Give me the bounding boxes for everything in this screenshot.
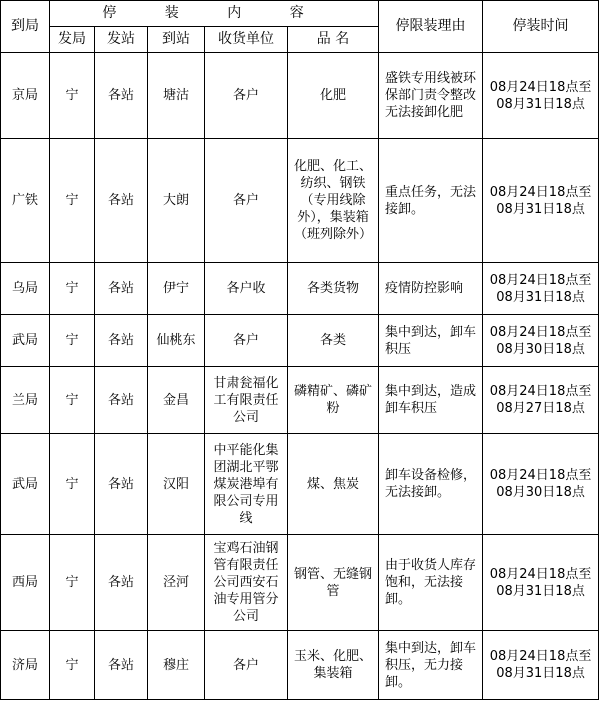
table-row xyxy=(1,434,599,535)
cell-from-station: 各站 xyxy=(95,434,148,535)
cell-from-bureau: 宁 xyxy=(50,535,95,631)
table-body xyxy=(1,53,599,700)
table-row xyxy=(1,263,599,315)
cell-from-bureau: 宁 xyxy=(50,53,95,139)
header-from-station: 发站 xyxy=(95,27,148,53)
cell-to-station: 仙桃东 xyxy=(148,315,205,367)
cell-consignee: 中平能化集团湖北平鄂煤炭港埠有限公司专用线 xyxy=(205,434,288,535)
cell-goods: 化肥、化工、纺织、钢铁（专用线除外），集装箱（班列除外） xyxy=(288,139,379,263)
header-content: 停 装 内 容 xyxy=(50,1,379,27)
cell-from-station: 各站 xyxy=(95,367,148,434)
header-goods: 品 名 xyxy=(288,27,379,53)
cell-reason: 集中到达，卸车积压 xyxy=(379,315,483,367)
cell-consignee: 甘肃瓮福化工有限责任公司 xyxy=(205,367,288,434)
cell-from-station: 各站 xyxy=(95,139,148,263)
cell-reason: 重点任务，无法接卸。 xyxy=(379,139,483,263)
cell-dest-bureau: 广铁 xyxy=(1,139,50,263)
cell-goods: 玉米、化肥、集装箱 xyxy=(288,631,379,700)
cell-time: 08月24日18点至08月31日18点 xyxy=(483,263,599,315)
cell-dest-bureau: 兰局 xyxy=(1,367,50,434)
cell-time: 08月24日18点至08月30日18点 xyxy=(483,434,599,535)
cell-from-bureau: 宁 xyxy=(50,315,95,367)
cell-to-station: 伊宁 xyxy=(148,263,205,315)
cell-reason: 集中到达，造成卸车积压 xyxy=(379,367,483,434)
cell-from-bureau: 宁 xyxy=(50,263,95,315)
cell-consignee: 宝鸡石油钢管有限责任公司西安石油专用管分公司 xyxy=(205,535,288,631)
cell-goods: 钢管、无缝钢管 xyxy=(288,535,379,631)
header-dest-bureau: 到局 xyxy=(1,1,50,53)
cell-goods: 各类货物 xyxy=(288,263,379,315)
cell-goods: 各类 xyxy=(288,315,379,367)
cell-from-station: 各站 xyxy=(95,535,148,631)
table-row xyxy=(1,315,599,367)
cell-from-station: 各站 xyxy=(95,315,148,367)
cell-goods: 化肥 xyxy=(288,53,379,139)
cell-consignee: 各户 xyxy=(205,631,288,700)
header-reason: 停限装理由 xyxy=(379,1,483,53)
cell-to-station: 泾河 xyxy=(148,535,205,631)
cell-to-station: 大朗 xyxy=(148,139,205,263)
cell-time: 08月24日18点至08月27日18点 xyxy=(483,367,599,434)
cell-reason: 疫情防控影响 xyxy=(379,263,483,315)
cell-reason: 集中到达，卸车积压，无力接卸。 xyxy=(379,631,483,700)
cell-time: 08月24日18点至08月31日18点 xyxy=(483,53,599,139)
cell-reason: 由于收货人库存饱和，无法接卸。 xyxy=(379,535,483,631)
table-row xyxy=(1,139,599,263)
cell-dest-bureau: 西局 xyxy=(1,535,50,631)
cell-reason: 卸车设备检修，无法接卸。 xyxy=(379,434,483,535)
cell-from-station: 各站 xyxy=(95,53,148,139)
table-row xyxy=(1,367,599,434)
cell-time: 08月24日18点至08月31日18点 xyxy=(483,535,599,631)
cell-from-bureau: 宁 xyxy=(50,367,95,434)
cell-goods: 煤、焦炭 xyxy=(288,434,379,535)
cell-time: 08月24日18点至08月31日18点 xyxy=(483,139,599,263)
header-to-station: 到站 xyxy=(148,27,205,53)
cell-to-station: 金昌 xyxy=(148,367,205,434)
cell-dest-bureau: 武局 xyxy=(1,315,50,367)
table-row xyxy=(1,535,599,631)
cell-from-station: 各站 xyxy=(95,263,148,315)
cell-reason: 盛铁专用线被环保部门责令整改无法接卸化肥 xyxy=(379,53,483,139)
cell-consignee: 各户 xyxy=(205,139,288,263)
cell-dest-bureau: 乌局 xyxy=(1,263,50,315)
cell-goods: 磷精矿、磷矿粉 xyxy=(288,367,379,434)
cell-from-bureau: 宁 xyxy=(50,139,95,263)
table-row xyxy=(1,631,599,700)
cell-to-station: 汉阳 xyxy=(148,434,205,535)
header-from-bureau: 发局 xyxy=(50,27,95,53)
header-time: 停装时间 xyxy=(483,1,599,53)
cell-from-bureau: 宁 xyxy=(50,631,95,700)
cell-to-station: 塘沽 xyxy=(148,53,205,139)
table-row xyxy=(1,53,599,139)
cell-dest-bureau: 京局 xyxy=(1,53,50,139)
cell-dest-bureau: 武局 xyxy=(1,434,50,535)
cell-from-station: 各站 xyxy=(95,631,148,700)
cell-consignee: 各户 xyxy=(205,315,288,367)
cell-consignee: 各户 xyxy=(205,53,288,139)
cell-to-station: 穆庄 xyxy=(148,631,205,700)
cell-time: 08月24日18点至08月31日18点 xyxy=(483,631,599,700)
header-consignee: 收货单位 xyxy=(205,27,288,53)
cell-time: 08月24日18点至08月30日18点 xyxy=(483,315,599,367)
cell-consignee: 各户收 xyxy=(205,263,288,315)
cell-dest-bureau: 济局 xyxy=(1,631,50,700)
cell-from-bureau: 宁 xyxy=(50,434,95,535)
